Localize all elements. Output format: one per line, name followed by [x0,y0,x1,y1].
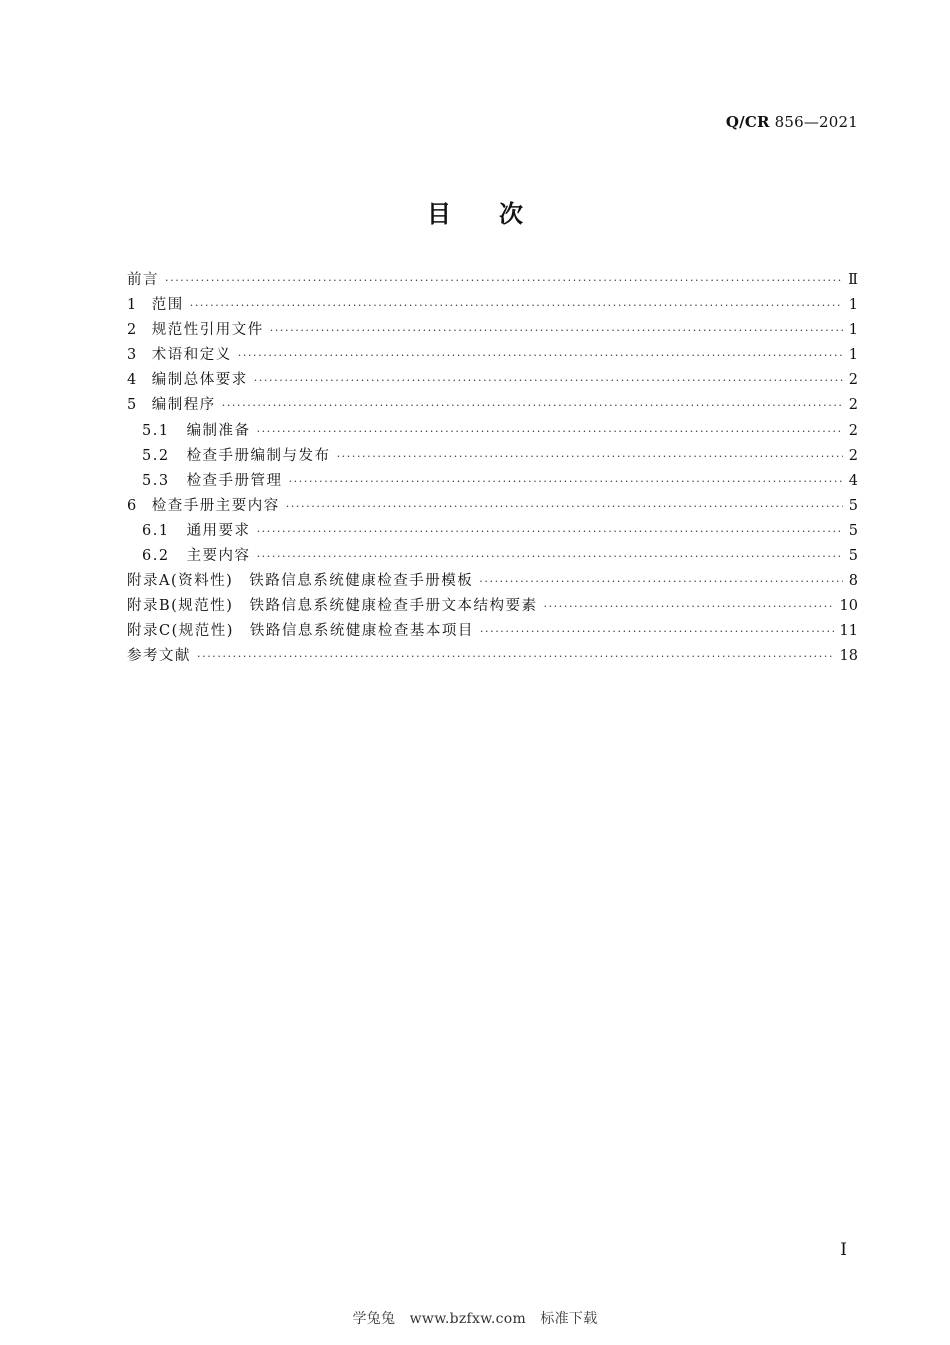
table-of-contents [127,268,858,670]
toc-entry-number: 3 [127,347,138,364]
toc-entry-page: 18 [839,648,858,665]
toc-entry-page: Ⅱ [848,272,858,288]
toc-entry[interactable] [127,544,858,569]
standard-code: 856—2021 [774,113,858,131]
footer-watermark: 学兔兔 www.bzfxw.com 标准下载 [352,1311,598,1327]
toc-entry[interactable] [127,494,858,519]
toc-leader-dots [543,600,833,613]
toc-entry-label: 附录C(规范性) 铁路信息系统健康检查基本项目 [127,623,474,640]
toc-leader-dots [197,650,834,663]
toc-leader-dots [270,324,843,337]
toc-entry-page: 11 [839,623,858,640]
toc-entry-number: 5 [127,397,138,414]
toc-entry-page: 1 [848,297,858,314]
toc-entry[interactable] [127,293,858,318]
toc-entry-page: 2 [848,372,858,389]
toc-entry[interactable] [127,419,858,444]
toc-entry-label: 检查手册编制与发布 [186,447,331,464]
toc-entry-label: 编制程序 [151,397,216,414]
toc-entry[interactable] [127,519,858,544]
toc-leader-dots [257,550,843,563]
toc-entry[interactable] [127,569,858,594]
toc-entry-page: 5 [848,522,858,539]
toc-entry-number: 6 [127,497,138,514]
toc-entry-number: 1 [127,297,138,314]
toc-entry[interactable] [127,444,858,469]
toc-leader-dots [238,349,843,362]
toc-entry-number: 4 [127,372,138,389]
toc-entry-label: 编制总体要求 [151,372,248,389]
toc-entry-number: 6.1 [142,522,170,539]
toc-entry-page: 4 [848,472,858,489]
toc-entry-label: 通用要求 [186,522,251,539]
toc-leader-dots [337,450,843,463]
toc-leader-dots [257,425,843,438]
toc-entry-number: 2 [127,322,138,339]
page-number: I [840,1240,847,1260]
standard-prefix: Q/CR [725,113,770,131]
toc-leader-dots [480,625,834,638]
toc-entry-page: 5 [848,497,858,514]
toc-entry-label: 检查手册主要内容 [151,497,280,514]
toc-entry-label: 规范性引用文件 [151,322,264,339]
toc-entry-page: 5 [848,548,858,565]
toc-leader-dots [190,299,843,312]
toc-leader-dots [479,575,842,588]
toc-entry-label: 参考文献 [127,648,191,665]
toc-leader-dots [257,525,843,538]
toc-entry[interactable] [127,268,858,293]
toc-entry-page: 8 [848,573,858,590]
toc-leader-dots [254,374,843,387]
toc-entry-label: 编制准备 [186,422,251,439]
toc-entry[interactable] [127,469,858,494]
toc-entry-page: 2 [848,447,858,464]
toc-entry[interactable] [127,619,858,644]
toc-entry-page: 10 [839,598,858,615]
toc-entry-number: 5.1 [142,422,170,439]
toc-leader-dots [289,475,843,488]
toc-entry-page: 1 [848,347,858,364]
toc-entry-label: 附录A(资料性) 铁路信息系统健康检查手册模板 [127,573,474,590]
toc-leader-dots [222,399,843,412]
toc-entry[interactable] [127,318,858,343]
toc-entry-label: 检查手册管理 [186,472,283,489]
toc-entry-label: 附录B(规范性) 铁路信息系统健康检查手册文本结构要素 [127,598,538,615]
toc-entry[interactable] [127,644,858,669]
toc-entry-page: 1 [848,322,858,339]
toc-entry[interactable] [127,343,858,368]
toc-entry-label: 前言 [127,272,159,288]
toc-entry-label: 主要内容 [186,548,251,565]
toc-entry[interactable] [127,594,858,619]
toc-entry-page: 2 [848,422,858,439]
toc-entry[interactable] [127,368,858,393]
standard-number [726,113,858,131]
toc-entry-label: 术语和定义 [151,347,232,364]
toc-entry-page: 2 [848,397,858,414]
toc-entry-number: 5.2 [142,447,170,464]
page-title: 目次 [427,199,571,228]
toc-leader-dots [165,274,842,287]
toc-leader-dots [286,500,843,513]
toc-entry-label: 范围 [151,297,184,314]
toc-entry-number: 5.3 [142,472,170,489]
toc-entry[interactable] [127,393,858,418]
toc-entry-number: 6.2 [142,548,170,565]
